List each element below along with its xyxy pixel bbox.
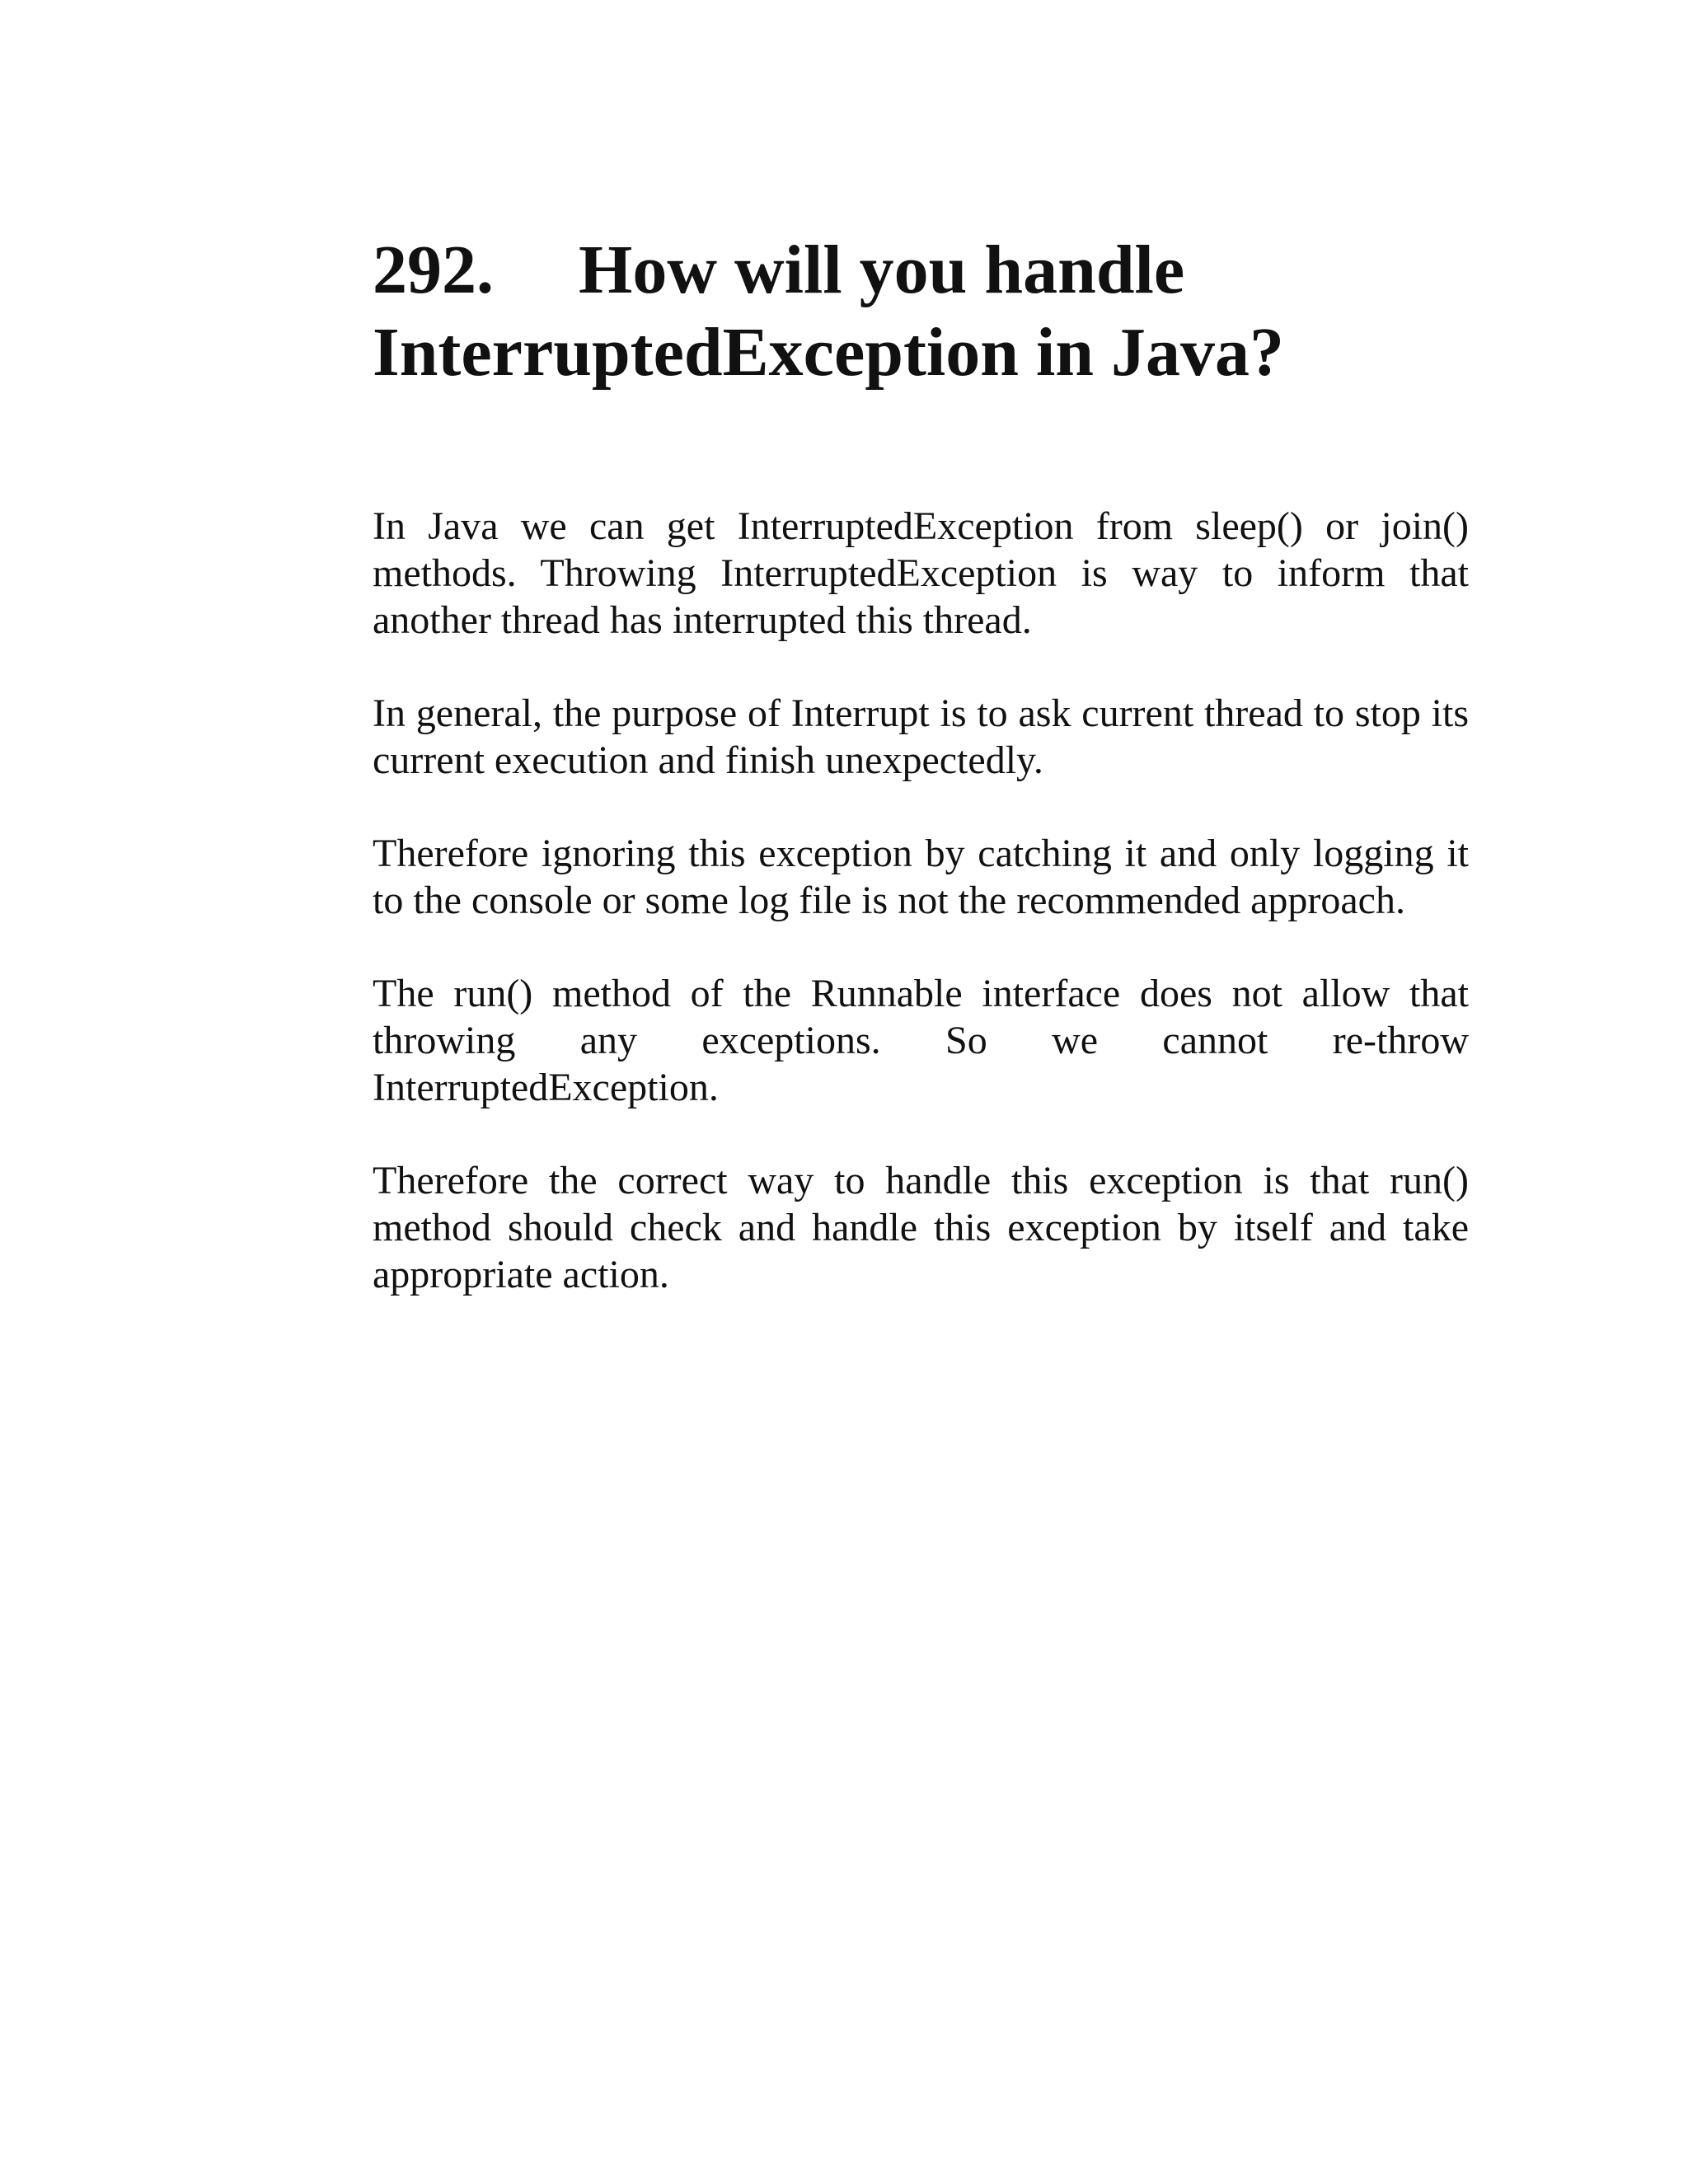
paragraph-2: In general, the purpose of Interrupt is to ask current thread to stop its current execution and finish unexpectedly. <box>373 691 1469 782</box>
page-content <box>373 229 1469 1344</box>
question-number: 292. <box>373 232 494 308</box>
paragraph-4: The run() method of the Runnable interface does not allow that throwing any exceptions. So we cannot re-throw InterruptedException. <box>373 972 1469 1109</box>
paragraph-5: Therefore the correct way to handle this exception is that run() method should check and handle this exception by itself and take appropriate action. <box>373 1159 1469 1296</box>
question-title-line2: InterruptedException in Java? <box>373 314 1285 391</box>
paragraph-3: Therefore ignoring this exception by catching it and only logging it to the console or some log file is not the recommended approach. <box>373 832 1469 922</box>
question-heading <box>373 229 1469 394</box>
question-title-line1: How will you handle <box>579 232 1185 308</box>
paragraph-1: In Java we can get InterruptedException from sleep() or join() methods. Throwing InterruptedException is way to inform that another thread has interrupted this thread. <box>373 504 1469 642</box>
